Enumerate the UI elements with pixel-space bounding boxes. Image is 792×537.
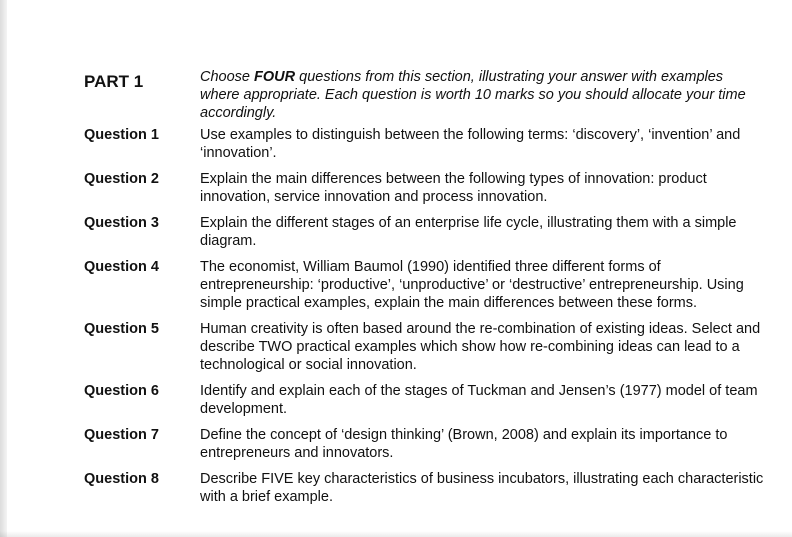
question-label: Question 1 bbox=[84, 127, 159, 143]
question-row-7 bbox=[84, 426, 764, 462]
question-row-4 bbox=[84, 258, 764, 312]
question-label: Question 3 bbox=[84, 215, 159, 231]
page-bottom-shadow bbox=[0, 531, 792, 537]
part-header bbox=[84, 68, 764, 122]
instructions-suffix: questions from this section, illustrating your answer with examples where appropriate. Each question is worth 10 marks so you should allocate your time accordingly. bbox=[200, 69, 746, 121]
question-text: Use examples to distinguish between the following terms: ‘discovery’, ‘invention’ and ‘innovation’. bbox=[200, 127, 741, 161]
question-row-3 bbox=[84, 214, 764, 250]
question-label: Question 7 bbox=[84, 427, 159, 443]
page-edge-shadow bbox=[0, 0, 7, 537]
question-row-5 bbox=[84, 320, 764, 374]
part-instructions bbox=[200, 68, 764, 122]
question-row-6 bbox=[84, 382, 764, 418]
question-label: Question 4 bbox=[84, 259, 159, 275]
question-row-2 bbox=[84, 170, 764, 206]
instructions-prefix: Choose bbox=[200, 69, 255, 85]
question-text: Identify and explain each of the stages of Tuckman and Jensen’s (1977) model of team development. bbox=[200, 383, 758, 417]
question-text: Define the concept of ‘design thinking’ (Brown, 2008) and explain its importance to entrepreneurs and innovators. bbox=[200, 427, 728, 461]
question-row-8 bbox=[84, 470, 764, 506]
question-label: Question 6 bbox=[84, 383, 159, 399]
exam-sheet bbox=[84, 68, 764, 514]
question-label: Question 5 bbox=[84, 321, 159, 337]
question-text: Human creativity is often based around the re-combination of existing ideas. Select and describe TWO practical examples which show how re-combining ideas can lead to a technological or social innovation. bbox=[200, 321, 761, 373]
part-title: PART 1 bbox=[84, 72, 144, 91]
question-text: Explain the main differences between the following types of innovation: product innovation, service innovation and process innovation. bbox=[200, 171, 707, 205]
question-text: Describe FIVE key characteristics of business incubators, illustrating each characteristic with a brief example. bbox=[200, 471, 764, 505]
question-label: Question 8 bbox=[84, 471, 159, 487]
question-text: The economist, William Baumol (1990) identified three different forms of entrepreneurship: ‘productive’, ‘unproductive’ or ‘destructive’ entrepreneurship. Using simple practical examples, explain the main differences between these forms. bbox=[200, 259, 744, 311]
question-text: Explain the different stages of an enterprise life cycle, illustrating them with a simple diagram. bbox=[200, 215, 737, 249]
question-label: Question 2 bbox=[84, 171, 159, 187]
question-row-1 bbox=[84, 126, 764, 162]
instructions-count: FOUR bbox=[254, 69, 296, 85]
